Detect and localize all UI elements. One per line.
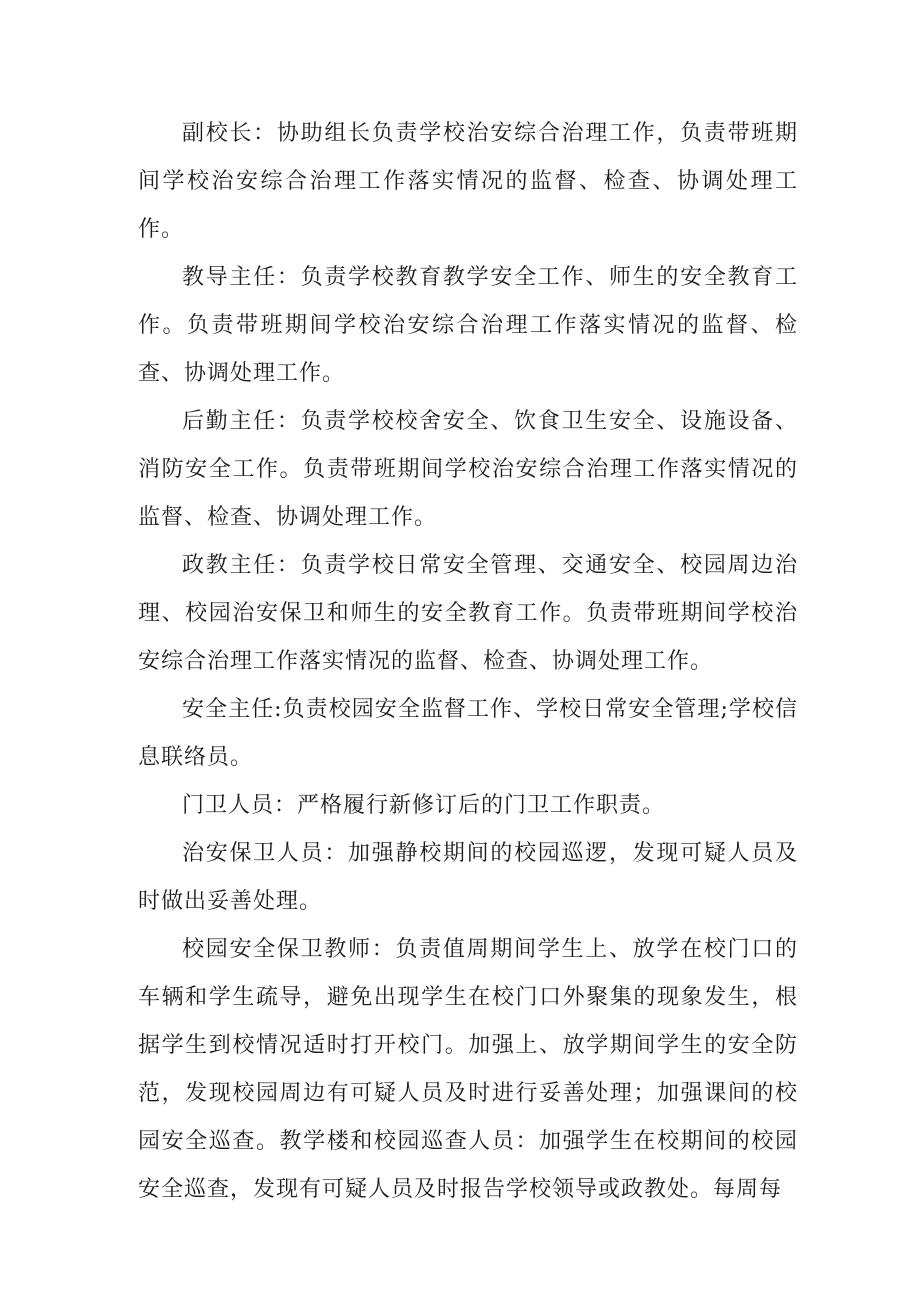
paragraph-vice-principal: 副校长：协助组长负责学校治安综合治理工作，负责带班期间学校治安综合治理工作落实情况的监督、检查、协调处理工作。 [138, 121, 798, 242]
paragraph-security-staff: 治安保卫人员：加强静校期间的校园巡逻，发现可疑人员及时做出妥善处理。 [138, 841, 798, 914]
paragraph-political-education-director: 政教主任：负责学校日常安全管理、交通安全、校园周边治理、校园治安保卫和师生的安全教育工作。负责带班期间学校治安综合治理工作落实情况的监督、检查、协调处理工作。 [138, 553, 798, 674]
document-body [138, 110, 798, 1214]
paragraph-safety-director: 安全主任:负责校园安全监督工作、学校日常安全管理;学校信息联络员。 [138, 697, 798, 770]
paragraph-security-teacher: 校园安全保卫教师：负责值周期间学生上、放学在校门口的车辆和学生疏导，避免出现学生在校门口外聚集的现象发生，根据学生到校情况适时打开校门。加强上、放学期间学生的安全防范，发现校园周边有可疑人员及时进行妥善处理；加强课间的校园安全巡查。教学楼和校园巡查人员：加强学生在校期间的校园安全巡查，发现有可疑人员及时报告学校领导或政教处。每周每 [138, 937, 798, 1202]
paragraph-logistics-director: 后勤主任：负责学校校舍安全、饮食卫生安全、设施设备、消防安全工作。负责带班期间学校治安综合治理工作落实情况的监督、检查、协调处理工作。 [138, 409, 798, 530]
paragraph-gatekeeper: 门卫人员：严格履行新修订后的门卫工作职责。 [182, 793, 666, 818]
paragraph-academic-director: 教导主任：负责学校教育教学安全工作、师生的安全教育工作。负责带班期间学校治安综合治理工作落实情况的监督、检查、协调处理工作。 [138, 265, 798, 386]
